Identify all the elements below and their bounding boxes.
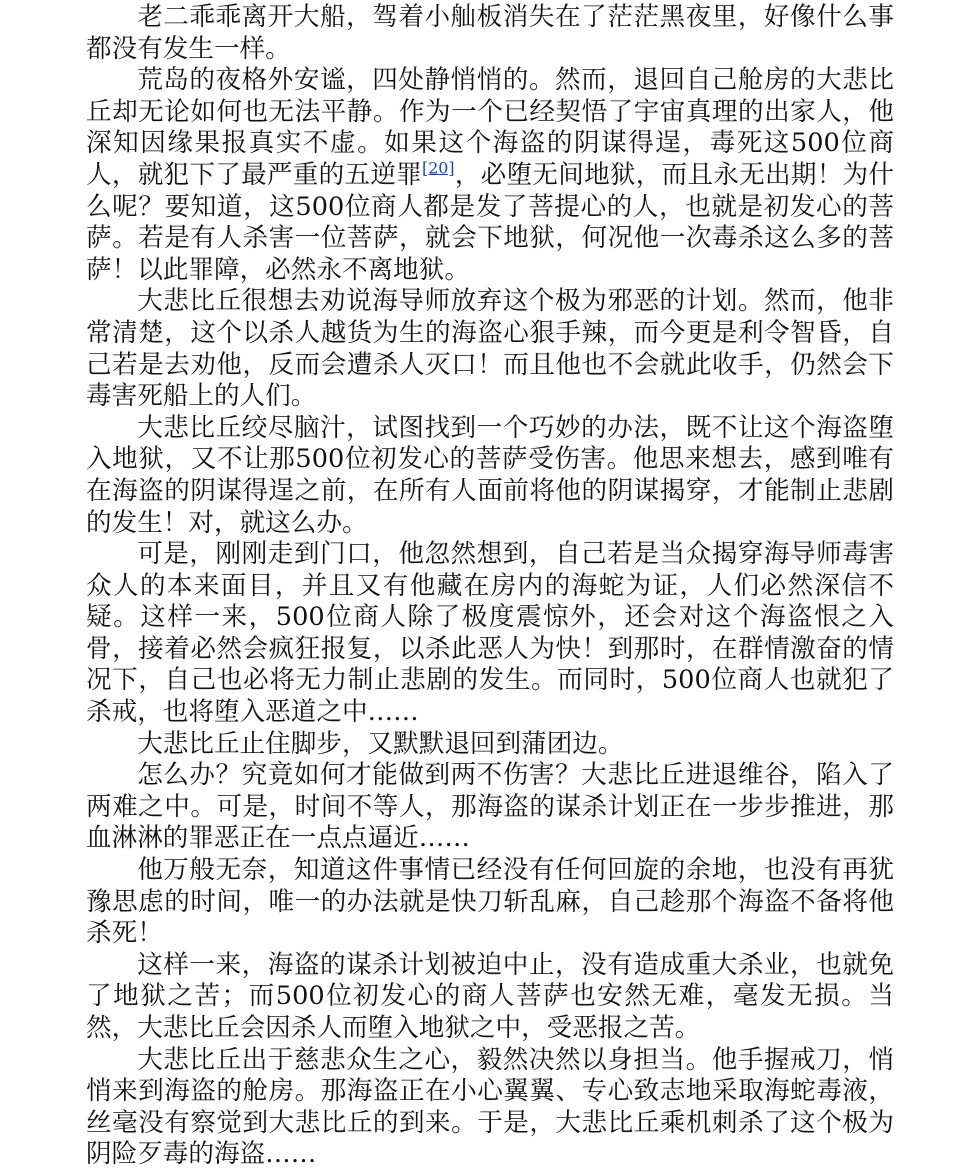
paragraph-3: 大悲比丘很想去劝说海导师放弃这个极为邪恶的计划。然而，他非常清楚，这个以杀人越货为生的海盗心狠手辣，而今更是利令智昏，自己若是去劝他，反而会遭杀人灭口！而且他也不会就此收手，仍然会下毒害死船上的人们。 (86, 286, 894, 412)
paragraph-4: 大悲比丘绞尽脑汁，试图找到一个巧妙的办法，既不让这个海盗堕入地狱，又不让那500位初发心的菩萨受伤害。他思来想去，感到唯有在海盗的阴谋得逞之前，在所有人面前将他的阴谋揭穿，才能制止悲剧的发生！对，就这么办。 (86, 412, 894, 538)
paragraph-9: 这样一来，海盗的谋杀计划被迫中止，没有造成重大杀业，也就免了地狱之苦；而500位初发心的商人菩萨也安然无难，毫发无损。当然，大悲比丘会因杀人而堕入地狱之中，受恶报之苦。 (86, 949, 894, 1043)
document-page (86, 2, 894, 1171)
paragraph-6: 大悲比丘止住脚步，又默默退回到蒲团边。 (137, 728, 624, 759)
paragraph-5: 可是，刚刚走到门口，他忽然想到，自己若是当众揭穿海导师毒害众人的本来面目，并且又有他藏在房内的海蛇为证，人们必然深信不疑。这样一来，500位商人除了极度震惊外，还会对这个海盗恨之入骨，接着必然会疯狂报复，以杀此恶人为快！到那时，在群情激奋的情况下，自己也必将无力制止悲剧的发生。而同时，500位商人也就犯了杀戒，也将堕入恶道之中…… (86, 539, 894, 728)
paragraph-8: 他万般无奈，知道这件事情已经没有任何回旋的余地，也没有再犹豫思虑的时间，唯一的办法就是快刀斩乱麻，自己趁那个海盗不备将他杀死！ (86, 855, 894, 949)
paragraph-2 (86, 65, 894, 286)
footnote-link-20[interactable]: [20] (422, 158, 455, 178)
paragraph-7: 怎么办？究竟如何才能做到两不伤害？大悲比丘进退维谷，陷入了两难之中。可是，时间不等人，那海盗的谋杀计划正在一步步推进，那血淋淋的罪恶正在一点点逼近…… (86, 760, 894, 854)
paragraph-1: 老二乖乖离开大船，驾着小舢板消失在了茫茫黑夜里，好像什么事都没有发生一样。 (86, 2, 894, 64)
paragraph-2-text-before: 荒岛的夜格外安谧，四处静悄悄的。然而，退回自己舱房的大悲比丘却无论如何也无法平静。作为一个已经契悟了宇宙真理的出家人，他深知因缘果报真实不虚。如果这个海盗的阴谋得逞，毒死这500位商人，就犯下了最严重的五逆罪 (86, 65, 894, 190)
paragraph-2-text-after: ，必堕无间地狱，而且永无出期！为什么呢？要知道，这500位商人都是发了菩提心的人，也就是初发心的菩萨。若是有人杀害一位菩萨，就会下地狱，何况他一次毒杀这么多的菩萨！以此罪障，必然永不离地狱。 (86, 159, 894, 285)
paragraph-10: 大悲比丘出于慈悲众生之心，毅然决然以身担当。他手握戒刀，悄悄来到海盗的舱房。那海盗正在小心翼翼、专心致志地采取海蛇毒液，丝毫没有察觉到大悲比丘的到来。于是，大悲比丘乘机刺杀了这个极为阴险歹毒的海盗…… (86, 1044, 894, 1170)
